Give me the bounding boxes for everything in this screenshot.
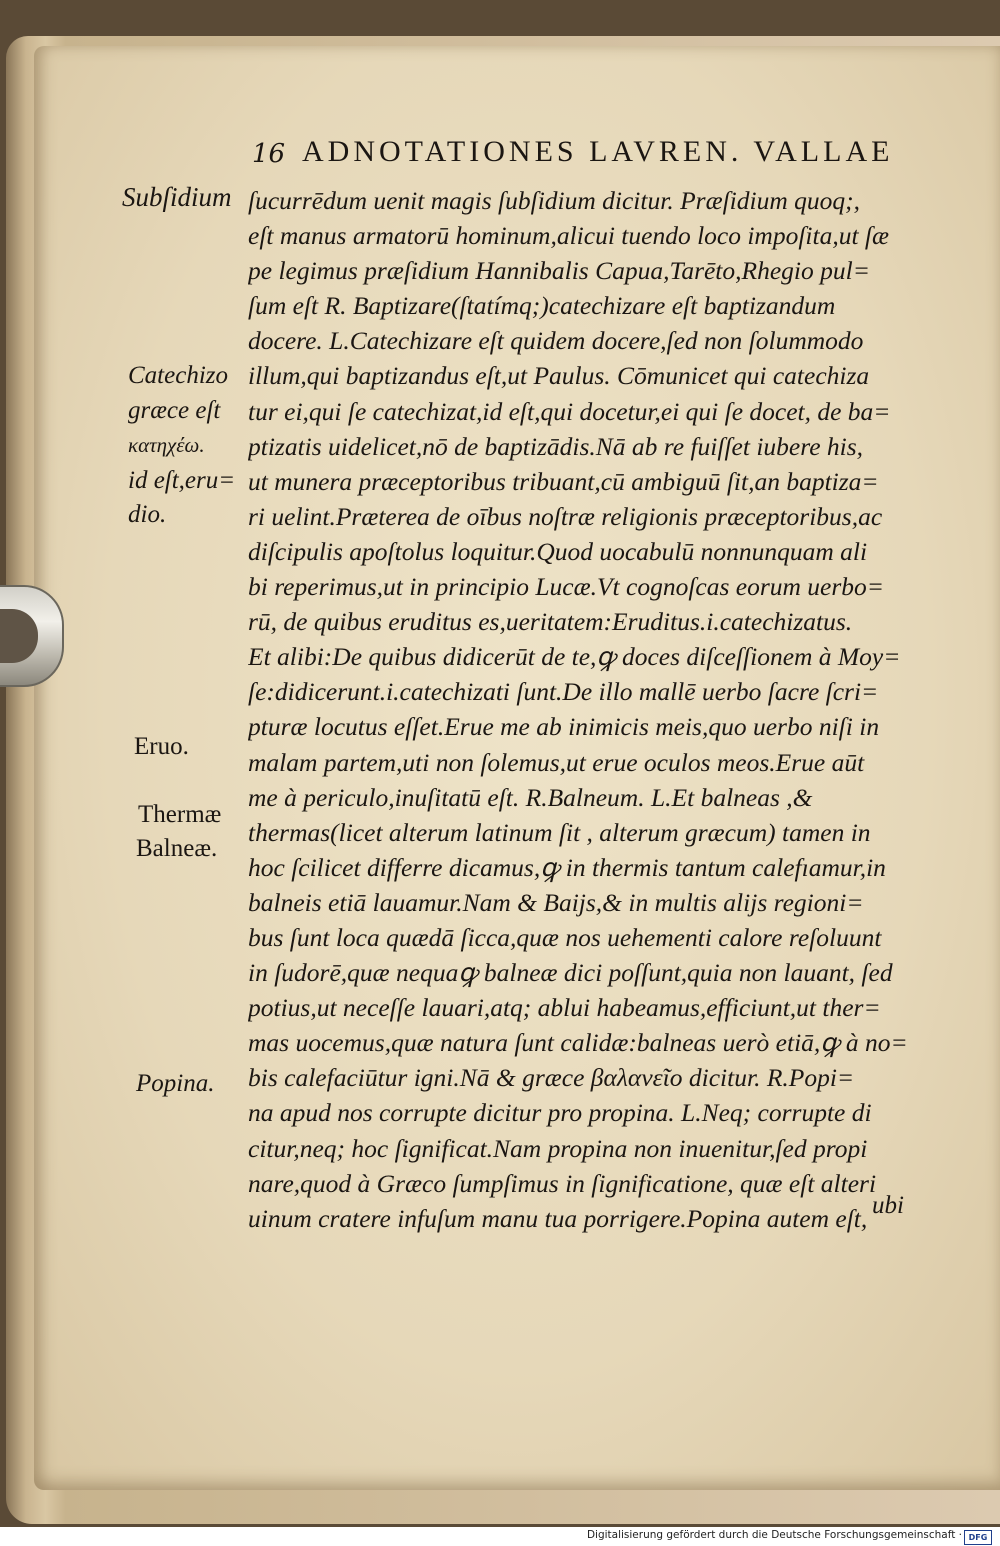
text-line: rū, de quibus eruditus es,ueritatem:Eruditus.i.catechizatus. bbox=[248, 607, 853, 637]
text-line: mas uocemus,quæ natura ſunt calidæ:balneas uerò etiā,ꝙ à no= bbox=[248, 1028, 908, 1058]
text-line: tur ei,qui ſe catechizat,id eſt,qui docetur,ei qui ſe docet, de ba= bbox=[248, 396, 891, 426]
text-line: ri uelint.Præterea de oībus noſtræ religionis præceptoribus,ac bbox=[248, 501, 883, 531]
footer-bar bbox=[0, 1527, 1000, 1546]
clasp-opening bbox=[0, 609, 38, 663]
text-line: thermas(licet alterum latinum ſit , alterum græcum) tamen in bbox=[248, 817, 871, 847]
text-line: hoc ſcilicet differre dicamus,ꝙ in thermis tantum calefıamur,in bbox=[248, 852, 886, 882]
text-line: me à periculo,inuſitatū eſt. R.Balneum. L.Et balneas ,& bbox=[248, 782, 813, 812]
margin-note-eruo: Eruo. bbox=[134, 733, 189, 760]
text-line: ptizatis uidelicet,nō de baptizādis.Nā ab re fuiſſet iubere his, bbox=[248, 431, 864, 461]
text-line: uinum cratere infuſum manu tua porrigere.Popina autem eſt, bbox=[248, 1203, 868, 1233]
margin-note-popina: Popina. bbox=[136, 1070, 215, 1097]
margin-note-id-est: id eſt,eru= bbox=[128, 467, 236, 494]
text-line: pe legimus præſidium Hannibalis Capua,Tarēto,Rhegio pul= bbox=[248, 256, 870, 286]
text-line: bus ſunt loca quædā ſicca,quæ nos uehementi calore reſoluunt bbox=[248, 922, 882, 952]
funding-notice: Digitalisierung gefördert durch die Deutsche Forschungsgemeinschaft · bbox=[586, 1529, 962, 1541]
metal-clasp bbox=[0, 585, 64, 687]
text-line: balneis etiā lauamur.Nam & Baijs,& in multis alijs regioni= bbox=[248, 887, 864, 917]
catchword: ubi bbox=[872, 1192, 904, 1219]
text-line: bis calefaciūtur igni.Nā & græce βαλανεῖο dicitur. R.Popi= bbox=[248, 1063, 855, 1093]
text-line: bi reperimus,ut in principio Lucæ.Vt cognoſcas eorum uerbo= bbox=[248, 572, 885, 602]
text-line: potius,ut neceſſe lauari,atq; ablui habeamus,efficiunt,ut ther= bbox=[248, 993, 881, 1023]
text-line: ut munera præceptoribus tribuant,cū ambiguū ſit,an baptiza= bbox=[248, 466, 879, 496]
margin-note-subsidium: Subſidium bbox=[122, 182, 232, 212]
text-line: pturæ locutus eſſet.Erue me ab inimicis meis,quo uerbo niſi in bbox=[248, 712, 880, 742]
dfg-logo: DFG bbox=[964, 1530, 992, 1545]
margin-note-thermae: Thermæ bbox=[138, 801, 222, 828]
page-header bbox=[252, 133, 922, 173]
text-line: malam partem,uti non ſolemus,ut erue oculos meos.Erue aūt bbox=[248, 747, 865, 777]
text-line: ſum eſt R. Baptizare(ſtatímq;)catechizare eſt baptizandum bbox=[248, 291, 836, 321]
margin-note-dio: dio. bbox=[128, 501, 167, 528]
running-title: ADNOTATIONES LAVREN. VALLAE bbox=[302, 135, 894, 168]
text-line: illum,qui baptizandus eſt,ut Paulus. Cōmunicet qui catechiza bbox=[248, 361, 870, 391]
text-line: Et alibi:De quibus didicerūt de te,ꝙ doces diſceſſionem à Moy= bbox=[248, 642, 901, 672]
body-text bbox=[248, 183, 938, 1236]
margin-note-graece: græce eſt bbox=[128, 397, 221, 424]
margin-note-greek: κατηχέω. bbox=[128, 433, 205, 457]
text-line: citur,neq; hoc ſignificat.Nam propina non inuenitur,ſed propi bbox=[248, 1133, 868, 1163]
text-line: docere. L.Catechizare eſt quidem docere,ſed non ſolummodo bbox=[248, 326, 864, 356]
text-line: nare,quod à Græco ſumpſimus in ſignificatione, quæ eſt alteri bbox=[248, 1168, 877, 1198]
text-line: in ſudorē,quæ nequaꝙ balneæ dici poſſunt,quia non lauant, ſed bbox=[248, 958, 893, 988]
text-line: ſe:didicerunt.i.catechizati ſunt.De illo mallē uerbo ſacre ſcri= bbox=[248, 677, 879, 707]
page-number: 16 bbox=[252, 139, 286, 169]
text-line: na apud nos corrupte dicitur pro propina. L.Neq; corrupte di bbox=[248, 1098, 872, 1128]
margin-note-balneae: Balneæ. bbox=[136, 835, 218, 862]
text-line: diſcipulis apoſtolus loquitur.Quod uocabulū nonnunquam ali bbox=[248, 536, 868, 566]
margin-note-catechizo: Catechizo bbox=[128, 362, 228, 389]
text-line: eſt manus armatorū hominum,alicui tuendo loco impoſita,ut ſæ bbox=[248, 221, 890, 251]
text-line: ſucurrēdum uenit magis ſubſidium dicitur. Præſidium quoq;, bbox=[248, 186, 860, 215]
